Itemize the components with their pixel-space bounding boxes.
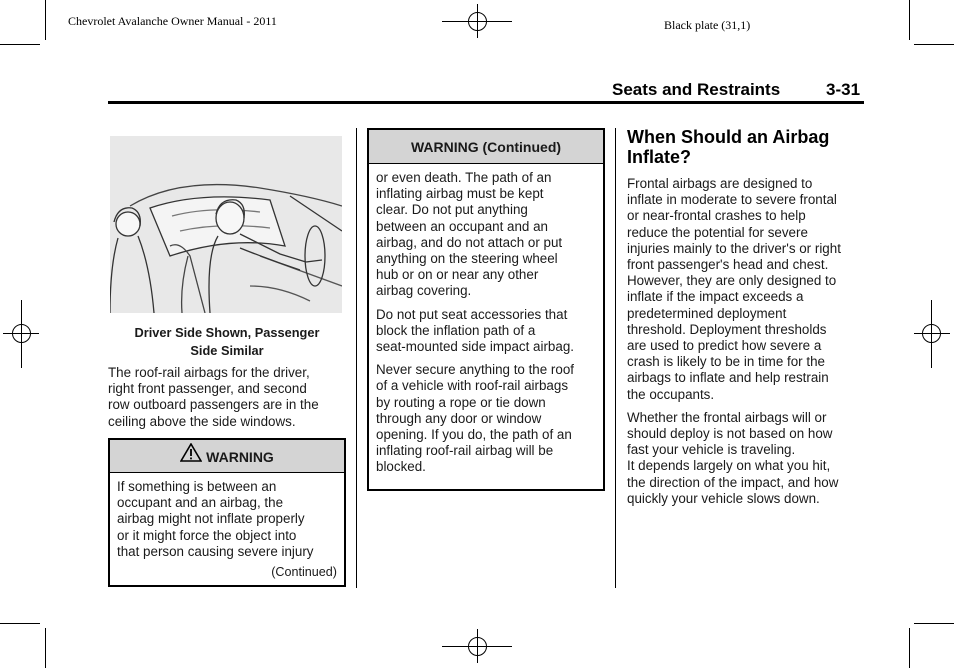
section-title: Seats and Restraints (612, 80, 781, 99)
warning-triangle-icon (180, 441, 202, 474)
warning-title: WARNING (206, 448, 274, 465)
warning-paragraph: or even death. The path of an inflating airbag must be kept clear. Do not put anything between an occupant and an airbag, and do not attach or put anything on the steering wheel hub or on or near any other airbag covering. (376, 170, 563, 299)
warning-body: If something is between an occupant and an airbag, the airbag might not inflate properly or it might force the object into that person causing severe injury (Continued) (117, 479, 337, 580)
warning-header (110, 440, 344, 473)
warning-paragraph: Never secure anything to the roof of a vehicle with roof-rail airbags by routing a rope or tie down through any door or window opening. If you do, the path of an inflating roof-rail airbag will be blocked. (376, 362, 574, 475)
warning-continued-body (369, 164, 603, 476)
paragraph: Frontal airbags are designed to inflate in moderate to severe frontal or near-frontal crashes to help reduce the potential for severe injuries mainly to the driver's or right front passenger's head and chest. However, they are only designed to inflate if the impact exceeds a predetermined deployment threshold. Deployment thresholds are used to predict how severe a crash is likely to be in time for the airbags to inflate and help restrain the occupants. (627, 176, 841, 402)
warning-box (108, 438, 346, 587)
airbag-inflate-text (627, 176, 867, 507)
continued-label: (Continued) (271, 565, 337, 580)
figure-caption: Driver Side Shown, Passenger Side Similar (134, 325, 320, 358)
section-heading: When Should an Airbag Inflate? (627, 127, 830, 167)
header-rule (108, 101, 864, 104)
manual-title: Chevrolet Avalanche Owner Manual - 2011 (68, 14, 277, 28)
roof-rail-paragraph: The roof-rail airbags for the driver, right front passenger, and second row outboard passengers are in the ceiling above the side windows. (108, 365, 319, 429)
column-divider (356, 128, 357, 588)
paragraph: Whether the frontal airbags will or should deploy is not based on how fast your vehicle is traveling. It depends largely on what you hit, the direction of the impact, and how quickly your vehicle slows down. (627, 409, 839, 506)
page-number: 3-31 (826, 80, 861, 99)
warning-continued-box (367, 128, 605, 491)
warning-paragraph: Do not put seat accessories that block the inflation path of a seat-mounted side impact airbag. (376, 306, 574, 355)
warning-continued-header: WARNING (Continued) (369, 130, 603, 164)
airbag-illustration (110, 136, 342, 313)
plate-label: Black plate (31,1) (664, 18, 751, 32)
column-divider (615, 128, 616, 588)
